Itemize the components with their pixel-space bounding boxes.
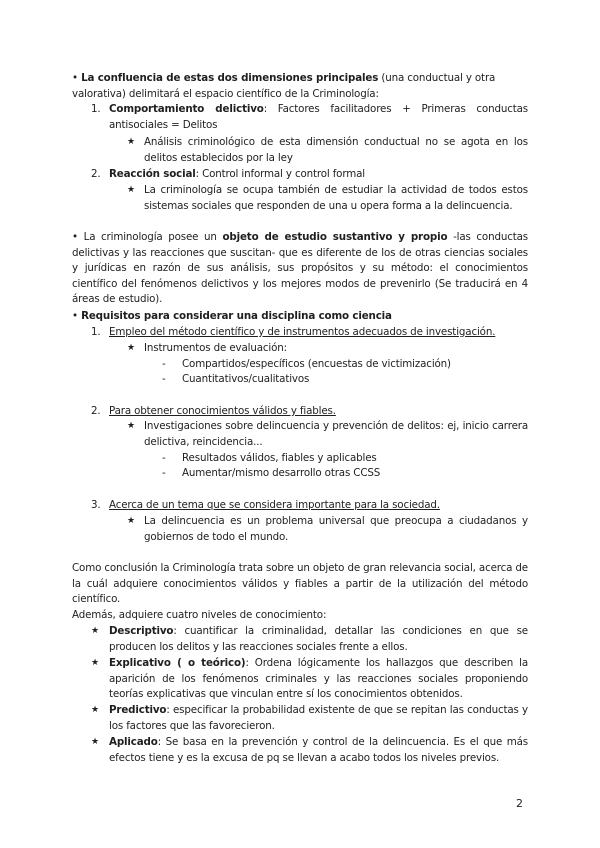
level-item xyxy=(91,735,528,766)
dash-text: Aumentar/mismo desarrollo otras CCSS xyxy=(182,467,381,479)
dimension-item xyxy=(91,167,528,183)
subitem-text: Investigaciones sobre delincuencia y prevención de delitos: ej, inicio carrera delictiva, reincidencia... xyxy=(144,420,528,448)
item-number: 3. xyxy=(91,499,101,511)
object-bold: objeto de estudio sustantivo y propio xyxy=(222,231,448,243)
object-text: -las conductas delictivas y las reacciones que suscitan- que es diferente de los de otras ciencias sociales y jurídicas en razón de sus análisis, sus propósitos y su método: el conocimientos científico del fenómenos delictivos y los mejores modos de prevenirlo (Se traducirá en 4 áreas de estudio). xyxy=(72,231,528,305)
item-number: 2. xyxy=(91,405,101,417)
dash-item xyxy=(162,451,528,467)
star-icon: ★ xyxy=(127,421,135,431)
dimension-item xyxy=(91,102,528,133)
level-item xyxy=(91,656,528,703)
requirement-item xyxy=(91,404,528,420)
star-icon: ★ xyxy=(127,343,135,353)
object-paragraph xyxy=(72,230,528,308)
level-text: : Ordena lógicamente los hallazgos que describen la aparición de los fenómenos criminales y las reacciones sociales proponiendo teorías explicativas que vinculan entre sí los conocimientos obtenidos. xyxy=(109,657,529,700)
requirements-title: Requisitos para considerar una disciplina como ciencia xyxy=(81,310,392,322)
dash-text: Compartidos/específicos (encuestas de victimización) xyxy=(182,358,451,370)
level-text: : especificar la probabilidad existente de que se repitan las conductas y los factores que las favorecieron. xyxy=(109,704,528,732)
object-pre: La criminología posee un xyxy=(83,231,223,243)
star-icon: ★ xyxy=(91,626,99,636)
dash-text: Resultados válidos, fiables y aplicables xyxy=(182,452,377,464)
dimension-subitem xyxy=(127,183,528,214)
subitem-text: Instrumentos de evaluación: xyxy=(144,342,287,354)
level-title: Aplicado xyxy=(109,736,158,748)
dash-icon: - xyxy=(162,467,166,479)
intro-paragraph xyxy=(72,71,528,102)
level-text: : Se basa en la prevención y control de la delincuencia. Es el que más efectos tiene y es la excusa de pq se llevan a acabo todos los niveles previos. xyxy=(109,736,528,764)
dimension-title: Comportamiento delictivo xyxy=(109,103,264,115)
dash-icon: - xyxy=(162,373,166,385)
star-icon: ★ xyxy=(91,737,99,747)
conclusion-paragraph: Como conclusión la Criminología trata sobre un objeto de gran relevancia social, acerca de la cuál adquiere conocimientos válidos y fiables a partir de la utilización del método científico. xyxy=(72,562,528,605)
dimension-subitem xyxy=(127,135,528,166)
dimension-text: : Factores facilitadores + Primeras conductas antisociales = Delitos xyxy=(109,103,528,131)
dash-item xyxy=(162,357,528,373)
star-icon: ★ xyxy=(127,516,135,526)
dimension-title: Reacción social xyxy=(109,168,196,180)
item-number: 1. xyxy=(91,103,101,115)
bullet: • xyxy=(72,231,78,243)
dash-icon: - xyxy=(162,358,166,370)
requirement-title: Para obtener conocimientos válidos y fiables. xyxy=(109,405,336,417)
star-icon: ★ xyxy=(127,185,135,195)
level-title: Explicativo ( o teórico) xyxy=(109,657,246,669)
requirement-subitem xyxy=(127,419,528,450)
item-number: 2. xyxy=(91,168,101,180)
star-icon: ★ xyxy=(91,658,99,668)
requirements-heading xyxy=(72,309,528,325)
level-item xyxy=(91,624,528,655)
dash-text: Cuantitativos/cualitativos xyxy=(182,373,310,385)
requirement-subitem xyxy=(127,514,528,545)
requirement-subitem xyxy=(127,341,528,357)
item-number: 1. xyxy=(91,326,101,338)
page-number: 2 xyxy=(516,797,523,810)
dimension-text: : Control informal y control formal xyxy=(195,168,365,180)
requirement-item xyxy=(91,325,528,341)
subitem-text: La criminología se ocupa también de estudiar la actividad de todos estos sistemas sociales que responden de una u opera forma a la delincuencia. xyxy=(144,184,528,212)
star-icon: ★ xyxy=(127,137,135,147)
intro-text: (una conductual y otra valorativa) delimitará el espacio científico de la Criminología: xyxy=(72,72,496,100)
level-title: Predictivo xyxy=(109,704,167,716)
dash-item xyxy=(162,466,528,482)
requirement-item xyxy=(91,498,528,514)
requirement-title: Empleo del método científico y de instrumentos adecuados de investigación. xyxy=(109,326,496,338)
requirement-title: Acerca de un tema que se considera importante para la sociedad. xyxy=(109,499,440,511)
subitem-text: Análisis criminológico de esta dimensión conductual no se agota en los delitos establecidos por la ley xyxy=(144,136,528,164)
dash-item xyxy=(162,372,528,388)
star-icon: ★ xyxy=(91,705,99,715)
bullet: • xyxy=(72,310,78,322)
level-text: : cuantificar la criminalidad, detallar las condiciones en que se producen los delitos y las reacciones sociales frente a ellos. xyxy=(109,625,528,653)
dash-icon: - xyxy=(162,452,166,464)
level-item xyxy=(91,703,528,734)
levels-intro: Además, adquiere cuatro niveles de conocimiento: xyxy=(72,609,327,621)
intro-bold: La confluencia de estas dos dimensiones principales xyxy=(81,72,379,84)
level-title: Descriptivo xyxy=(109,625,174,637)
bullet: • xyxy=(72,72,78,84)
subitem-text: La delincuencia es un problema universal que preocupa a ciudadanos y gobiernos de todo el mundo. xyxy=(144,515,528,543)
